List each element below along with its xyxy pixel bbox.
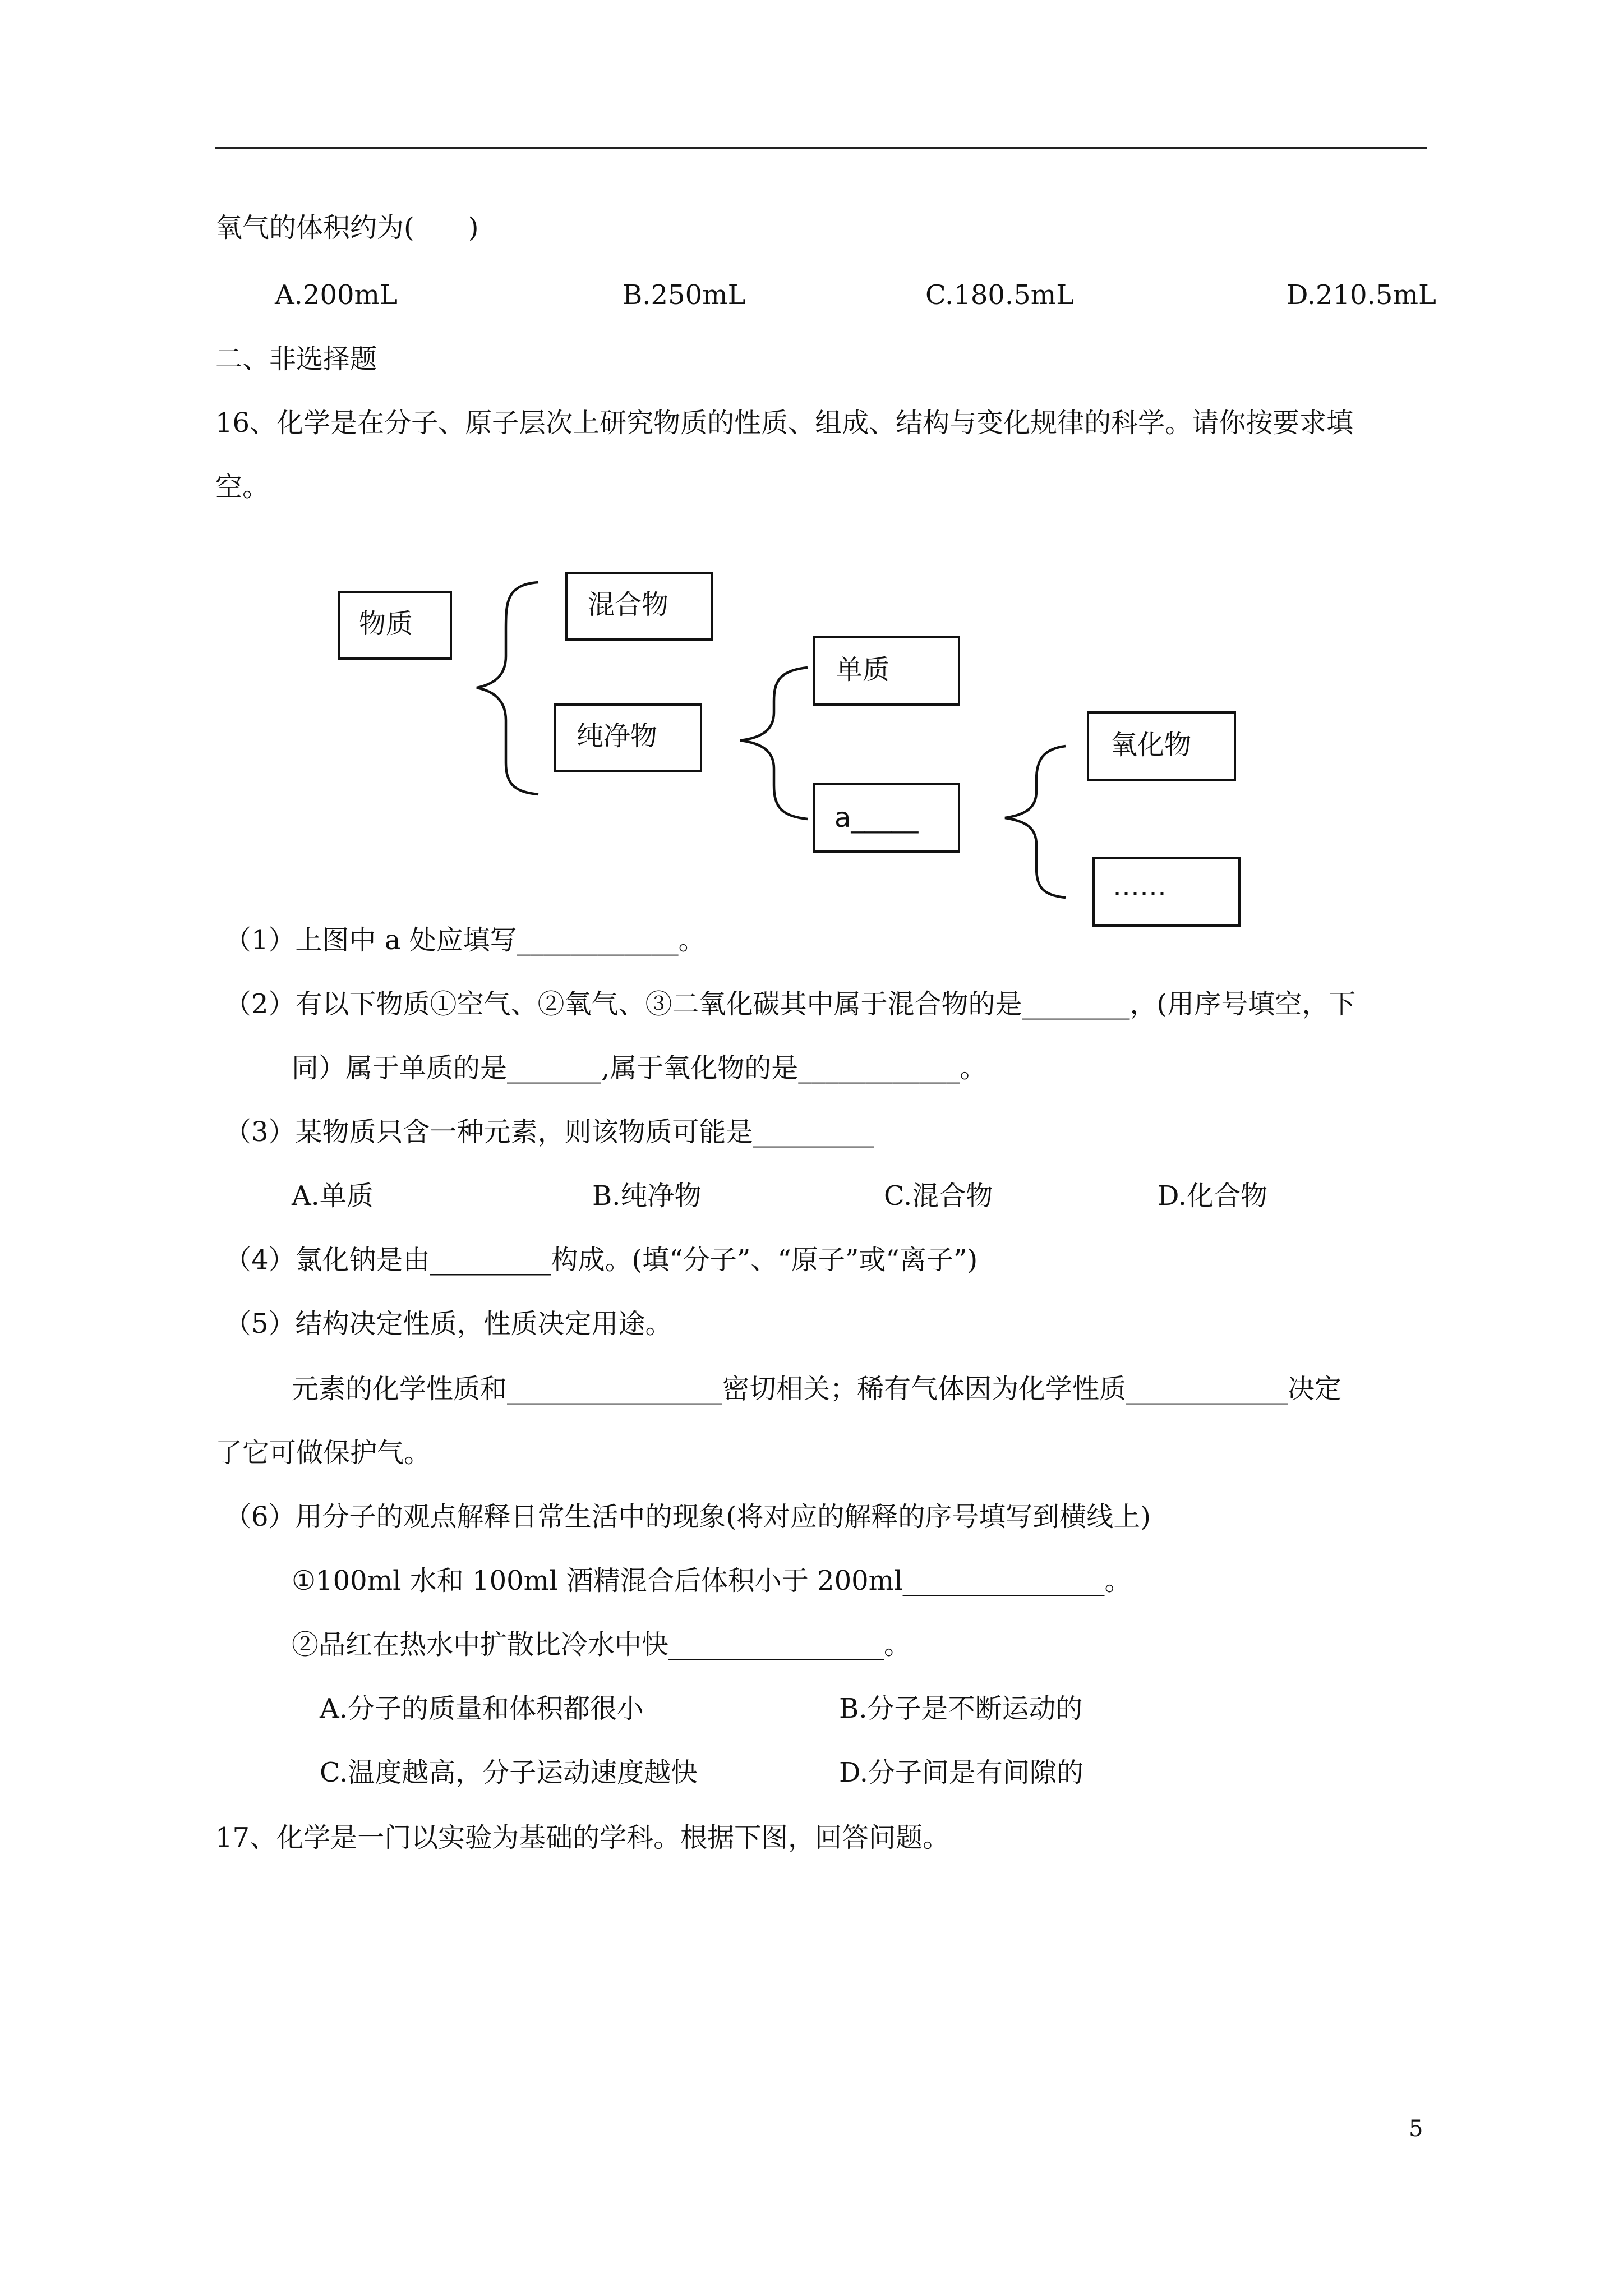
q16-part6-option-b: B.分子是不断运动的 bbox=[839, 1693, 1083, 1724]
q15-option-b: B.250mL bbox=[623, 279, 746, 311]
q16-part3-option-c: C.混合物 bbox=[884, 1180, 993, 1212]
q16-part6-item1: ①100ml 水和 100ml 酒精混合后体积小于 200ml_______________。 bbox=[292, 1565, 1132, 1596]
brace-pure bbox=[740, 668, 808, 819]
q16-part3-option-a: A.单质 bbox=[292, 1180, 374, 1212]
q15-line: 氧气的体积约为( ) bbox=[215, 212, 479, 243]
brace-matter bbox=[477, 582, 538, 794]
q16-part2-line2: 同）属于单质的是_______,属于氧化物的是____________。 bbox=[292, 1052, 987, 1084]
q16-part6-item2: ②品红在热水中扩散比冷水中快________________。 bbox=[292, 1629, 911, 1660]
q15-option-d: D.210.5mL bbox=[1287, 279, 1436, 311]
q16-part6-option-d: D.分子间是有间隙的 bbox=[839, 1757, 1084, 1788]
brace-compound bbox=[1005, 746, 1066, 898]
q16-part1: （1）上图中 a 处应填写____________。 bbox=[224, 924, 706, 956]
q16-part3-option-b: B.纯净物 bbox=[592, 1180, 702, 1212]
q17-stem: 17、化学是一门以实验为基础的学科。根据下图，回答问题。 bbox=[215, 1822, 950, 1853]
section-title: 二、非选择题 bbox=[215, 343, 377, 375]
box-mixture-label: 混合物 bbox=[588, 589, 669, 620]
box-oxide-label: 氧化物 bbox=[1110, 729, 1192, 761]
box-element-label: 单质 bbox=[836, 654, 890, 685]
page-number: 5 bbox=[1409, 2116, 1423, 2142]
q16-part5-line2: 元素的化学性质和________________密切相关；稀有气体因为化学性质____________决定 bbox=[292, 1373, 1342, 1405]
q16-part3: （3）某物质只含一种元素，则该物质可能是_________ bbox=[224, 1116, 874, 1148]
q16-part5-line3: 了它可做保护气。 bbox=[215, 1437, 431, 1469]
q16-part3-option-d: D.化合物 bbox=[1158, 1180, 1268, 1212]
q16-part6-option-a: A.分子的质量和体积都很小 bbox=[320, 1693, 644, 1724]
q16-part5: （5）结构决定性质，性质决定用途。 bbox=[224, 1308, 672, 1340]
q16-part2-line1: （2）有以下物质①空气、②氧气、③二氧化碳其中属于混合物的是________，(用序号填空，下 bbox=[224, 988, 1356, 1020]
q15-option-c: C.180.5mL bbox=[925, 279, 1075, 311]
q16-part6-option-c: C.温度越高，分子运动速度越快 bbox=[320, 1757, 698, 1788]
q16-stem-line1: 16、化学是在分子、原子层次上研究物质的性质、组成、结构与变化规律的科学。请你按要求填 bbox=[215, 407, 1354, 439]
box-more-label: …… bbox=[1113, 871, 1166, 902]
q15-option-a: A.200mL bbox=[275, 279, 398, 311]
q16-part6: （6）用分子的观点解释日常生活中的现象(将对应的解释的序号填写到横线上) bbox=[224, 1501, 1151, 1533]
q16-part4: （4）氯化钠是由_________构成。(填“分子”、“原子”或“离子”) bbox=[224, 1244, 978, 1276]
q16-stem-line2: 空。 bbox=[215, 471, 270, 503]
box-matter-label: 物质 bbox=[359, 608, 413, 639]
box-a-label: a_____ bbox=[834, 802, 919, 834]
box-pure-label: 纯净物 bbox=[577, 720, 658, 752]
